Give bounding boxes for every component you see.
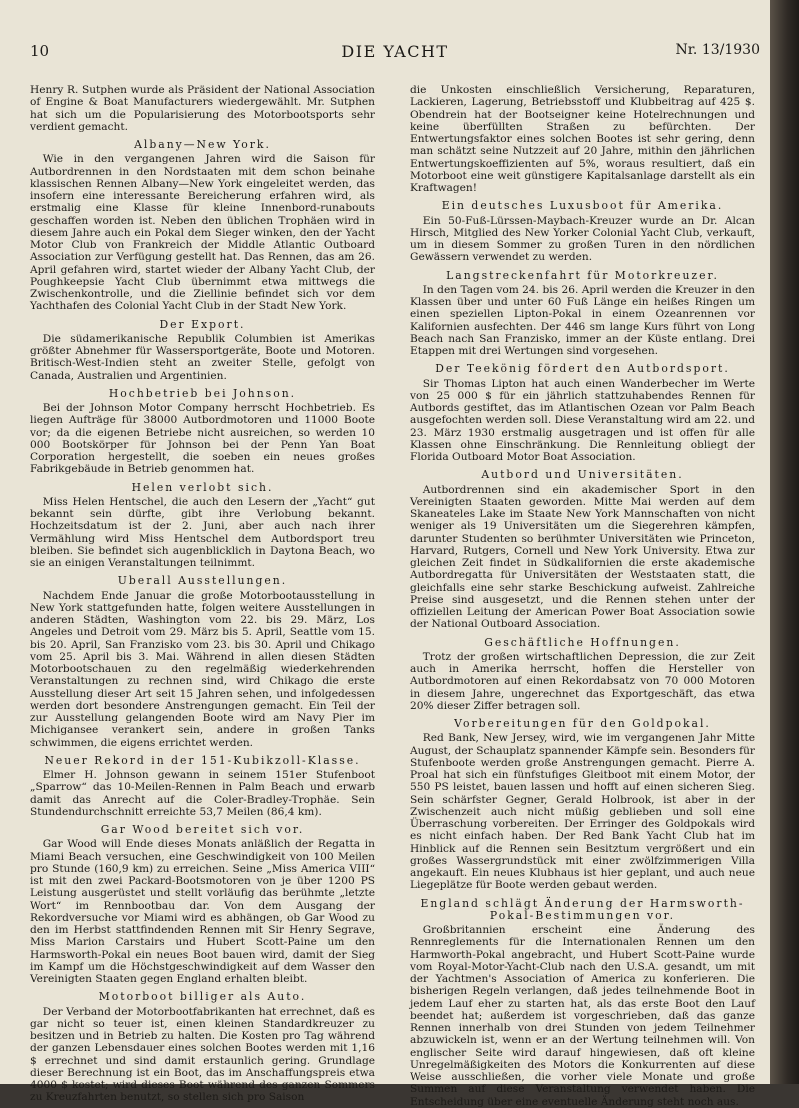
article-body-tea-king: Sir Thomas Lipton hat auch einen Wanderbecher im Werte von 25 000 $ für ein jährlich stattzuhabendes Rennen für Autbords gestiftet, das im Atlantischen Ozean vor Palm Beach ausgefochten werden soll. Diese Veranstaltung wird am 22. und 23. März 1930 erstmalig ausgetragen und ist offen für alle Klassen ohne Einschränkung. Die Rennleitung obliegt der Florida Outboard Motor Boat Association. <box>410 377 755 463</box>
article-heading-helen: Helen verlobt sich. <box>131 480 274 494</box>
article-heading-exhibitions: Uberall Ausstellungen. <box>117 574 288 588</box>
article-heading-long-distance: Langstreckenfahrt für Motorkreuzer. <box>446 268 719 282</box>
article-body-universities: Autbordrennen sind ein akademischer Sport in den Vereinigten Staaten geworden. Mitte Mai werden auf dem Skaneateles Lake im Staate New York Mannschaften von nicht weniger als 19 Universitäten um die Siegerehren kämpfen, darunter Studenten so berühmter Universitäten wie Princeton, Harvard, Rutgers, Cornell und New York University. Etwa zur gleichen Zeit findet in Südkalifornien die erste akademische Autbordregatta für Universitäten der Weststaaten statt, die gleichfalls eine sehr starke Beschickung aufweist. Zahlreiche Preise sind ausgesetzt, und die Rennen stehen unter der offiziellen Leitung der American Power Boat Association sowie der National Outboard Association. <box>410 483 755 631</box>
article-body-gar-wood: Gar Wood will Ende dieses Monats anläßlich der Regatta in Miami Beach versuchen, eine Geschwindigkeit von 100 Meilen pro Stunde (160,9 km) zu erreichen. Seine „Miss America VIII“ ist mit den zwei Packard-Bootsmotoren von je über 1200 PS Leistung ausgerüstet und stellt vorläufig das berühmte „letzte Wort“ im Rennbootbau dar. Von dem Ausgang der Rekordversuche vor Miami wird es abhängen, ob Gar Wood zu den im Herbst stattfindenden Rennen mit Sir Henry Segrave, Miss Marion Carstairs und Hubert Scott-Paine um den Harmsworth-Pokal ein neues Boot bauen wird, damit der Sieg im Kampf um die Höchstgeschwindigkeit auf dem Wasser den Vereinigten Staaten gegen England erhalten bleibt. <box>30 838 375 985</box>
article-body-helen: Miss Helen Hentschel, die auch den Lesern der „Yacht“ gut bekannt sein dürfte, gibt ihre Verlobung bekannt. Hochzeitsdatum ist der 2. Juni, aber auch nach ihrer Vermählung wird Miss Hentschel dem Autbordsport treu bleiben. Sie befindet sich augenblicklich in Daytona Beach, wo sie an einigen Veranstaltungen teilnimmt. <box>30 495 375 569</box>
article-body-johnson: Bei der Johnson Motor Company herrscht Hochbetrieb. Es liegen Aufträge für 38000 Autbordmotoren und 11000 Boote vor; da die eigenen Betriebe nicht ausreichen, so werden 10 000 Bootskörper für Johnson bei der Penn Yan Boat Corporation hergestellt, die soeben ein neues großes Fabrikgebäude in Betrieb genommen hat. <box>30 402 375 476</box>
article-heading-harmsworth: England schlägt Änderung der Harmsworth-Pokal-Bestimmungen vor. <box>420 896 745 922</box>
article-heading-gar-wood: Gar Wood bereitet sich vor. <box>100 823 305 836</box>
left-column <box>30 84 375 1104</box>
article-heading-motorboat-cost: Motorboot billiger als Auto. <box>98 990 307 1004</box>
article-heading-export: Der Export. <box>159 317 246 331</box>
article-body-business-hopes: Trotz der großen wirtschaftlichen Depression, die zur Zeit auch in Amerika herrscht, hoffen die Hersteller von Autbordmotoren auf einen Rekordabsatz von 70 000 Motoren in diesem Jahre, ungerechnet das Exportgeschäft, das etwa 20% dieser Ziffer betragen soll. <box>410 650 755 712</box>
page-binding-edge <box>770 0 799 1084</box>
page-header <box>30 42 760 66</box>
article-body-long-distance: In den Tagen vom 24. bis 26. April werden die Kreuzer in den Klassen über und unter 60 Fuß Länge ein heißes Ringen um einen speziellen Lipton-Pokal in einem Ozeanrennen vor Kalifornien ausfechten. Der 446 sm lange Kurs führt von Long Beach nach San Franzisko, immer an der Küste entlang. Drei Etappen mit drei Wertungen sind vorgesehen. <box>410 283 755 357</box>
article-heading-johnson: Hochbetrieb bei Johnson. <box>108 386 297 400</box>
page-number: 10 <box>30 42 50 60</box>
article-heading-record: Neuer Rekord in der 151-Kubikzoll-Klasse. <box>44 753 361 767</box>
article-heading-albany: Albany—New York. <box>134 138 271 151</box>
article-heading-luxury-boat: Ein deutsches Luxusboot für Amerika. <box>441 199 724 213</box>
article-body-export: Die südamerikanische Republik Columbien ist Amerikas größter Abnehmer für Wassersportgeräte, Boote und Motoren. Britisch-West-Indien steht an zweiter Stelle, gefolgt von Canada, Australien und Argentinien. <box>30 332 375 382</box>
intro-paragraph: Henry R. Sutphen wurde als Präsident der National Association of Engine & Boat Manufacturers wiedergewählt. Mr. Sutphen hat sich um die Popularisierung des Motorbootsports sehr verdient gemacht. <box>30 84 375 133</box>
article-body-luxury-boat: Ein 50-Fuß-Lürssen-Maybach-Kreuzer wurde an Dr. Alcan Hirsch, Mitglied des New Yorker Colonial Yacht Club, verkauft, um in diesem Sommer zu großen Turen in den nördlichen Gewässern verwendet zu werden. <box>410 214 755 264</box>
article-body-record: Elmer H. Johnson gewann in seinem 151er Stufenboot „Sparrow“ das 10-Meilen-Rennen in Palm Beach und erwarb damit das Anrecht auf die Coler-Bradley-Trophäe. Sein Stundendurchschnitt erreichte 53,7 Meilen (86,4 km). <box>30 769 375 818</box>
article-heading-universities: Autbord und Universitäten. <box>481 468 684 482</box>
article-body-albany: Wie in den vergangenen Jahren wird die Saison für Autbordrennen in den Nordstaaten mit dem schon beinahe klassischen Rennen Albany—New York eingeleitet werden, das insofern eine interessante Bereicherung erfahren wird, als erstmalig eine Klasse für kleine Innenbord-runabouts geschaffen worden ist. Neben den üblichen Trophäen wird in diesem Jahre auch ein Pokal dem Sieger winken, den der Yacht Motor Club von Frankreich der Middle Atlantic Outboard Association zur Verfügung gestellt hat. Das Rennen, das am 26. April gefahren wird, startet wieder der Albany Yacht Club, der Poughkeepsie Yacht Club übernimmt etwa mittwegs die Zwischenkontrolle, und die Ziellinie befindet sich vor dem Yachthafen des Colonial Yacht Club in der Stadt New York. <box>30 153 375 313</box>
continuation-paragraph: die Unkosten einschließlich Versicherung, Reparaturen, Lackieren, Lagerung, Betriebsstoff und Klubbeitrag auf 425 $. Obendrein hat der Bootseigner keine Hotelrechnungen und keine überfüllten Straßen zu befürchten. Der Entwertungsfaktor eines solchen Bootes ist sehr gering, denn man schätzt seine Nutzzeit auf 20 Jahre, mithin den jährlichen Entwertungskoeffizienten auf 5%, woraus resultiert, daß ein Motorboot eine weit günstigere Kapitalsanlage darstellt als ein Kraftwagen! <box>410 84 755 194</box>
article-heading-gold-cup: Vorbereitungen für den Goldpokal. <box>454 717 711 730</box>
article-body-motorboat-cost: Der Verband der Motorbootfabrikanten hat errechnet, daß es gar nicht so teuer ist, einen kleinen Standardkreuzer zu besitzen und in Betrieb zu halten. Die Kosten pro Tag während der ganzen Lebensdauer eines solchen Bootes werden mit 1,16 $ errechnet und sind damit erstaunlich gering. Grundlage dieser Berechnung ist ein Boot, das im Anschaffungspreis etwa 4000 $ kostet; wird dieses Boot während des ganzen Sommers zu Kreuzfahrten benutzt, so stellen sich pro Saison <box>30 1005 375 1104</box>
right-column <box>410 84 755 1108</box>
magazine-title: DIE YACHT <box>341 42 449 61</box>
issue-number: Nr. 13/1930 <box>675 42 760 58</box>
article-body-exhibitions: Nachdem Ende Januar die große Motorbootausstellung in New York stattgefunden hatte, folgen weitere Ausstellungen in anderen Städten, Washington vom 22. bis 29. März, Los Angeles und Detroit vom 29. März bis 5. April, Seattle vom 15. bis 20. April, San Franzisko vom 23. bis 30. April und Chikago vom 25. April bis 3. Mai. Während in allen diesen Städten Motorbootschauen zu den regelmäßig wiederkehrenden Veranstaltungen zu rechnen sind, wird Chikago die erste Ausstellung dieser Art seit 15 Jahren sehen, und infolgedessen werden dort besondere Anstrengungen gemacht. Ein Teil der zur Ausstellung gelangenden Boote wird am Navy Pier im Michigansee verankert sein, andere in großen Tanks schwimmen, die eigens errichtet werden. <box>30 589 375 749</box>
article-body-gold-cup: Red Bank, New Jersey, wird, wie im vergangenen Jahr Mitte August, der Schauplatz spannender Kämpfe sein. Besonders für Stufenboote werden große Anstrengungen gemacht. Pierre A. Proal hat sich ein fünfstufiges Gleitboot mit einem Motor, der 550 PS leistet, bauen lassen und hofft auf einen sicheren Sieg. Sein schärfster Gegner, Gerald Holbrook, ist aber in der Zwischenzeit auch nicht müßig geblieben und soll eine Überraschung vorbereiten. Der Erringer des Goldpokals wird es nicht einfach haben. Der Red Bank Yacht Club hat im Hinblick auf die Rennen sein Besitztum vergrößert und ein großes Wassergrundstück mit einer zwölfzimmerigen Villa angekauft. Ein neues Klubhaus ist hier geplant, und auch neue Liegeplätze für Boote werden gebaut werden. <box>410 732 755 892</box>
article-heading-business-hopes: Geschäftliche Hoffnungen. <box>484 635 681 649</box>
article-body-harmsworth: Großbritannien erscheint eine Änderung des Rennreglements für die Internationalen Rennen um den Harmworth-Pokal angebracht, und Hubert Scott-Paine wurde vom Royal-Motor-Yacht-Club nach den U.S.A. gesandt, um mit der Yachtmen's Association of America zu konferieren. Die bisherigen Regeln verlangen, daß jedes teilnehmende Boot in jedem Lauf eher zu starten hat, als das erste Boot den Lauf beendet hat; außerdem ist vorgeschrieben, daß das ganze Rennen innerhalb von drei Stunden von jedem Teilnehmer abzuwickeln ist, wenn er an der Wertung teilnehmen will. Von englischer Seite wird darauf hingewiesen, daß oft kleine Unregelmäßigkeiten des Motors die Konkurrenten auf diese Weise ausschließen, die vorher viele Monate und große Summen auf diese Veranstaltung verwendet haben. Die Entscheidung über eine eventuelle Änderung steht noch aus. <box>410 924 755 1108</box>
article-heading-tea-king: Der Teekönig fördert den Autbordsport. <box>435 362 730 376</box>
